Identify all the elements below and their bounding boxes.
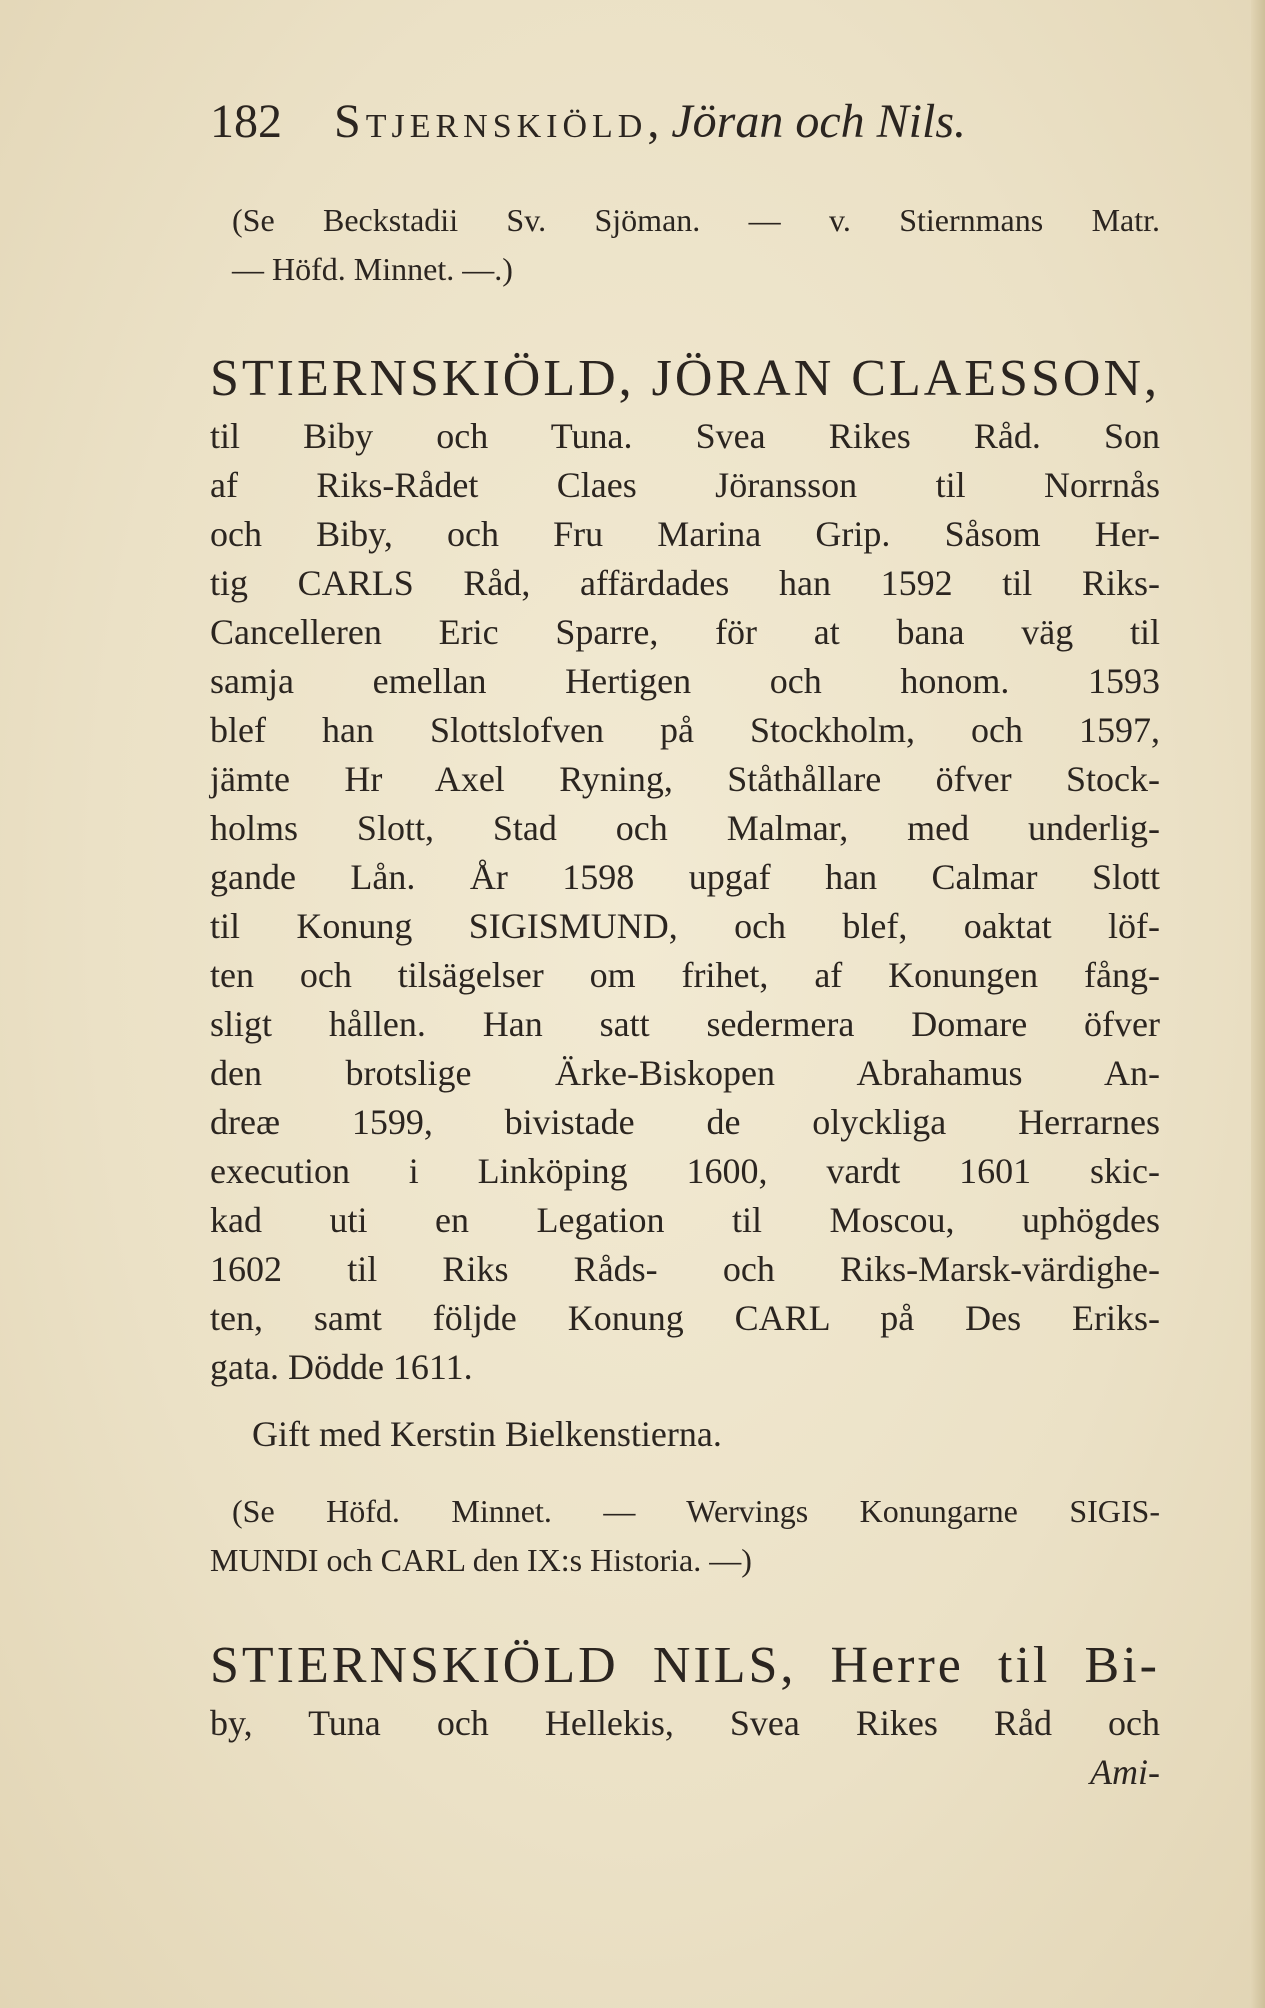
entry-line: tig CARLS Råd, affärdades han 1592 til Riks-: [210, 563, 1160, 603]
entry-line: gande Lån. År 1598 upgaf han Calmar Slott: [210, 857, 1160, 897]
entry-line: execution i Linköping 1600, vardt 1601 skic-: [210, 1151, 1160, 1191]
running-header: 182 Stjernskiöld, Jöran och Nils.: [210, 88, 1160, 156]
entry-joran: [210, 350, 1160, 1459]
entry-line: och Biby, och Fru Marina Grip. Såsom Her-: [210, 514, 1160, 554]
marriage-line: Gift med Kerstin Bielkenstierna.: [252, 1414, 722, 1454]
entry-heading: STIERNSKIÖLD NILS, Herre til Bi-: [210, 1637, 1160, 1694]
reference-line: MUNDI och CARL den IX:s Historia. —): [210, 1542, 752, 1578]
entry-line: jämte Hr Axel Ryning, Ståthållare öfver Stock-: [210, 759, 1160, 799]
reference-line: — Höfd. Minnet. —.): [232, 251, 513, 287]
entry-line: Cancelleren Eric Sparre, för at bana väg til: [210, 612, 1160, 652]
header-names: Jöran och Nils.: [671, 95, 967, 148]
page-text: [210, 88, 1160, 1797]
reference-block-1: [210, 196, 1160, 294]
entry-line: ten och tilsägelser om frihet, af Konungen fång-: [210, 955, 1160, 995]
reference-block-2: [210, 1487, 1160, 1585]
entry-line: dreæ 1599, bivistade de olyckliga Herrarnes: [210, 1102, 1160, 1142]
entry-line: til Konung SIGISMUND, och blef, oaktat löf-: [210, 906, 1160, 946]
header-surname: Stjernskiöld: [334, 95, 648, 148]
entry-line: blef han Slottslofven på Stockholm, och 1597,: [210, 710, 1160, 750]
entry-line: samja emellan Hertigen och honom. 1593: [210, 661, 1160, 701]
entry-line: kad uti en Legation til Moscou, uphögdes: [210, 1200, 1160, 1240]
catchword: Ami-: [1090, 1752, 1160, 1792]
entry-heading: STIERNSKIÖLD, JÖRAN CLAESSON,: [210, 350, 1160, 407]
entry-line: til Biby och Tuna. Svea Rikes Råd. Son: [210, 416, 1160, 456]
entry-line: ten, samt följde Konung CARL på Des Eriks-: [210, 1298, 1160, 1338]
reference-line: (Se Höfd. Minnet. — Wervings Konungarne SIGIS-: [232, 1493, 1160, 1529]
entry-line: gata. Dödde 1611.: [210, 1347, 473, 1387]
page-number: 182: [210, 95, 282, 148]
entry-nils: [210, 1637, 1160, 1797]
entry-line: sligt hållen. Han satt sedermera Domare öfver: [210, 1004, 1160, 1044]
entry-line: holms Slott, Stad och Malmar, med underlig-: [210, 808, 1160, 848]
entry-line: by, Tuna och Hellekis, Svea Rikes Råd och: [210, 1703, 1160, 1743]
entry-line: af Riks-Rådet Claes Jöransson til Norrnås: [210, 465, 1160, 505]
entry-line: den brotslige Ärke-Biskopen Abrahamus An-: [210, 1053, 1160, 1093]
entry-line: 1602 til Riks Råds- och Riks-Marsk-värdighe-: [210, 1249, 1160, 1289]
reference-line: (Se Beckstadii Sv. Sjöman. — v. Stiernmans Matr.: [232, 202, 1160, 238]
